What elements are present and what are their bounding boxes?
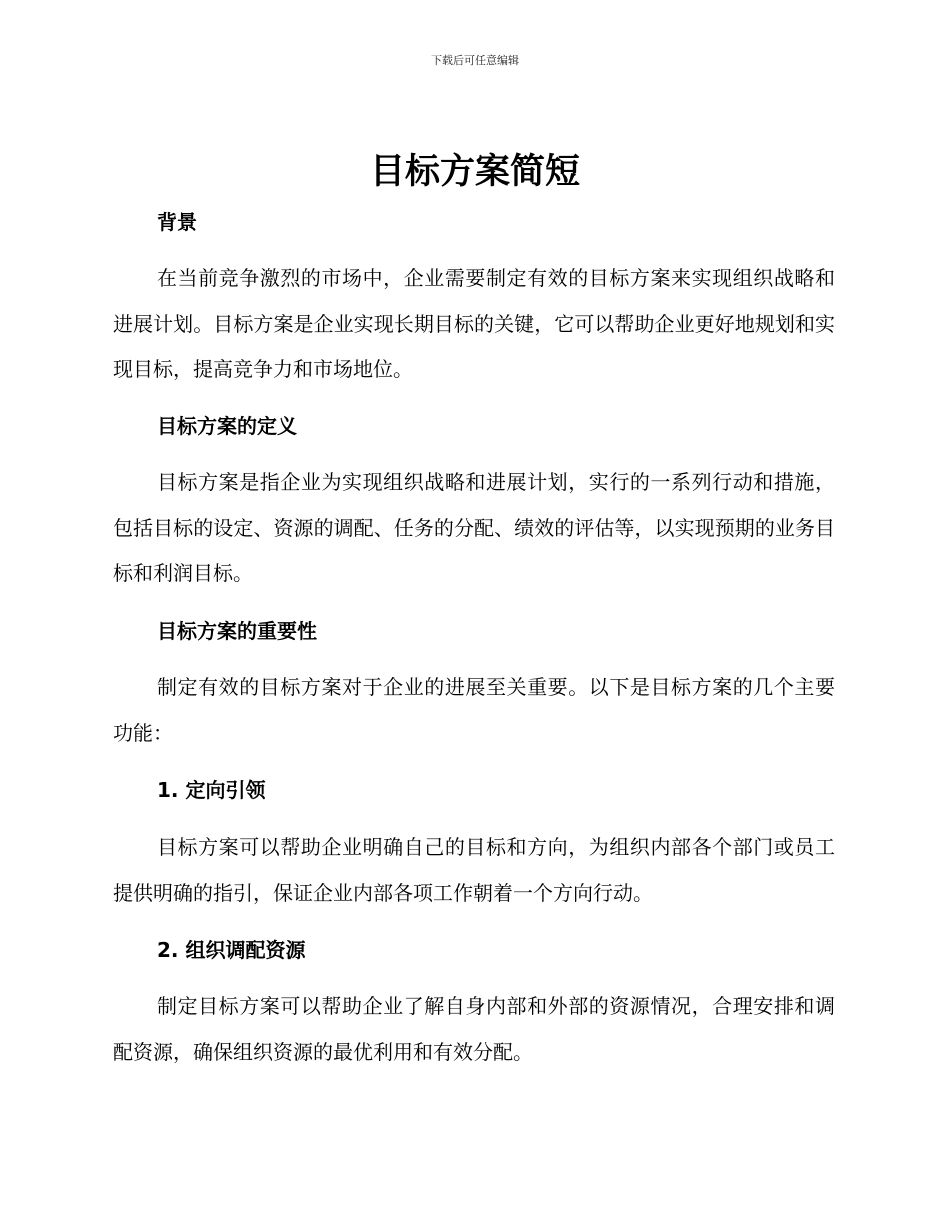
page-header-note: 下载后可任意编辑	[431, 54, 519, 67]
section-heading-direction: 1. 定向引领	[157, 778, 266, 802]
section-heading-resources: 2. 组织调配资源	[157, 938, 306, 962]
section-paragraph-definition: 目标方案是指企业为实现组织战略和进展计划，实行的一系列行动和措施，包括目标的设定、资源的调配、任务的分配、绩效的评估等，以实现预期的业务目标和利润目标。	[113, 470, 835, 586]
section-heading-background: 背景	[157, 210, 197, 234]
section-heading-importance: 目标方案的重要性	[157, 619, 317, 643]
section-paragraph-direction: 目标方案可以帮助企业明确自己的目标和方向，为组织内部各个部门或员工提供明确的指引，保证企业内部各项工作朝着一个方向行动。	[113, 835, 835, 905]
section-paragraph-background: 在当前竞争激烈的市场中，企业需要制定有效的目标方案来实现组织战略和进展计划。目标方案是企业实现长期目标的关键，它可以帮助企业更好地规划和实现目标，提高竞争力和市场地位。	[113, 266, 835, 382]
section-paragraph-resources: 制定目标方案可以帮助企业了解自身内部和外部的资源情况，合理安排和调配资源，确保组织资源的最优利用和有效分配。	[113, 994, 835, 1064]
document-title: 目标方案简短	[369, 152, 580, 192]
section-heading-definition: 目标方案的定义	[157, 414, 297, 438]
section-paragraph-importance: 制定有效的目标方案对于企业的进展至关重要。以下是目标方案的几个主要功能：	[113, 675, 835, 745]
